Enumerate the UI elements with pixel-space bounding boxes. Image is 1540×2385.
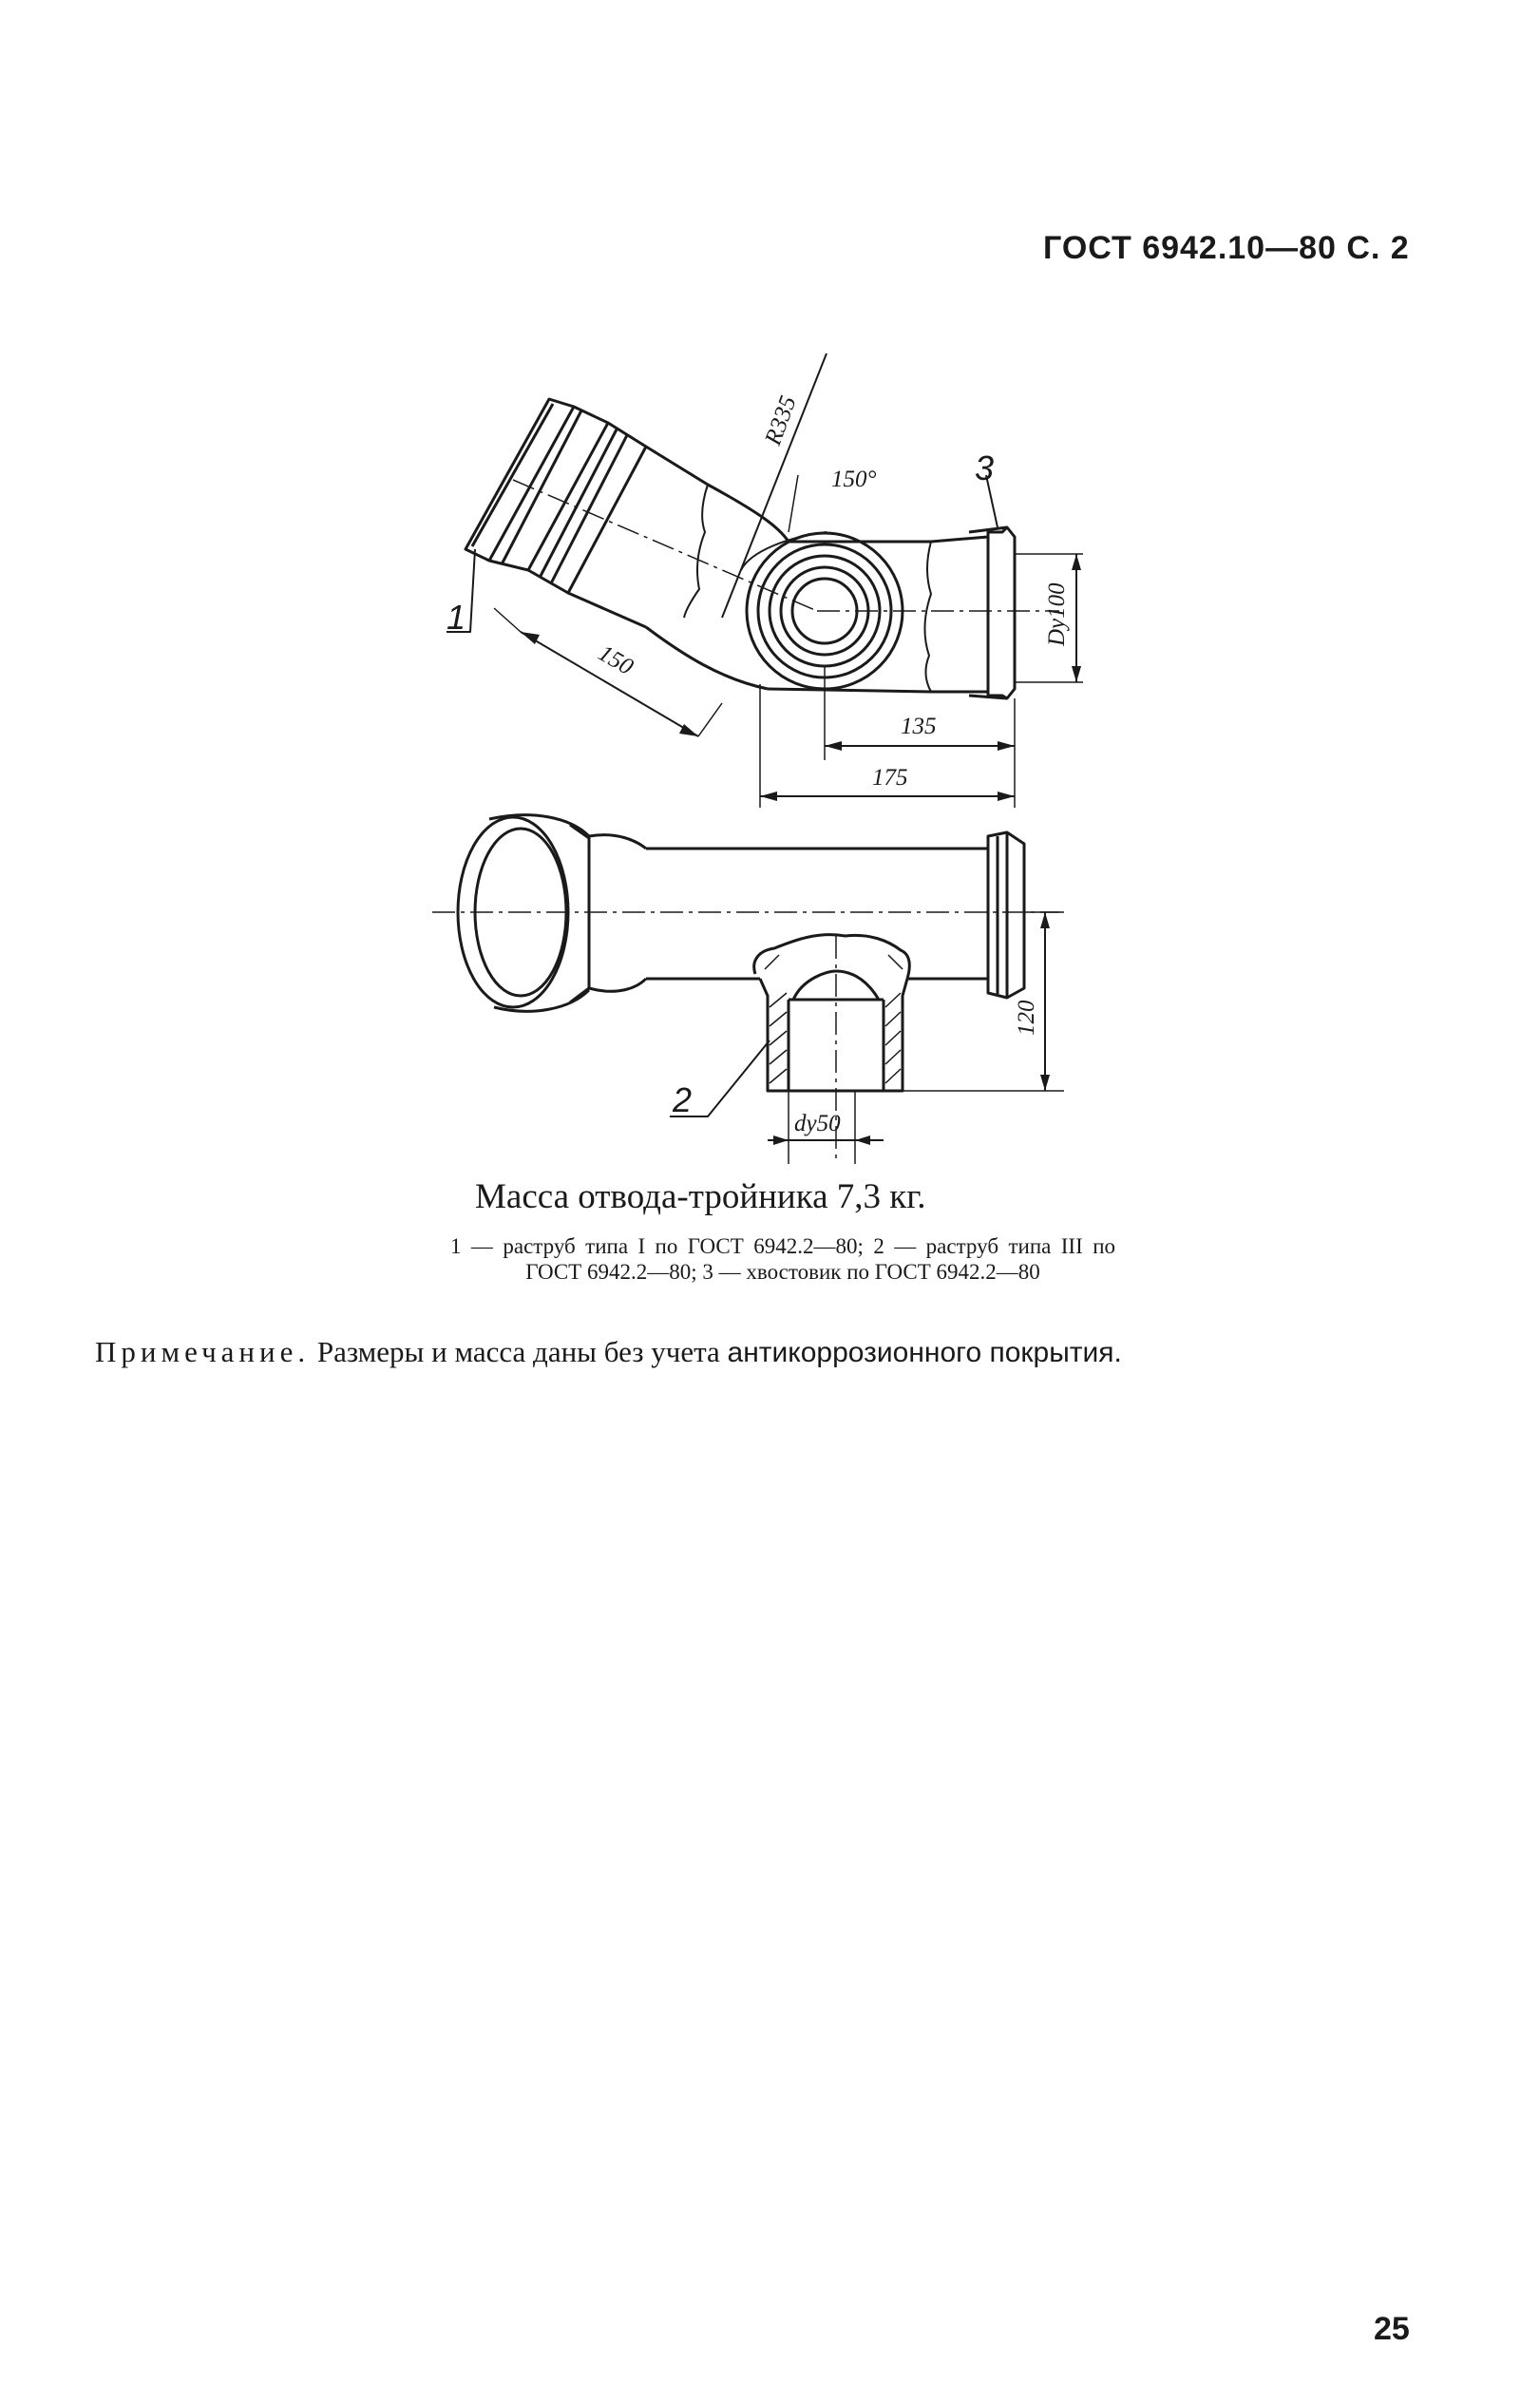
note-paragraph <box>95 1332 1425 1373</box>
top-view <box>447 353 1083 808</box>
legend-text: 1 — раструб типа I по ГОСТ 6942.2—80; 2 — раструб типа III по ГОСТ 6942.2—80; 3 — хвостовик по ГОСТ 6942.2—80 <box>450 1234 1115 1284</box>
callout-1: 1 <box>447 598 466 637</box>
page-number: 25 <box>1374 2311 1410 2347</box>
note-word: антикоррозионного покрытия. <box>727 1337 1122 1368</box>
front-view <box>432 815 1064 1164</box>
dim-socket-length-label: 150 <box>594 639 637 680</box>
technical-drawing <box>0 0 1540 1178</box>
note-text: Размеры и масса даны без учета <box>316 1335 720 1368</box>
callout-2: 2 <box>673 1080 693 1119</box>
dim-angle-label: 150° <box>831 467 877 492</box>
dim-175-label: 175 <box>872 765 908 791</box>
dim-height-label: 120 <box>1014 1000 1039 1036</box>
dim-bore-label: Dy100 <box>1044 582 1070 646</box>
note-label: Примечание. <box>95 1335 311 1368</box>
dim-135-label: 135 <box>901 714 937 739</box>
callout-3: 3 <box>975 448 995 487</box>
figure-legend <box>450 1233 1115 1285</box>
dim-branch-label: dy50 <box>794 1111 841 1136</box>
dim-radius-label: R335 <box>760 392 802 449</box>
document-header: ГОСТ 6942.10—80 С. 2 <box>1043 230 1410 266</box>
mass-caption: Масса отвода-тройника 7,3 кг. <box>475 1177 926 1216</box>
